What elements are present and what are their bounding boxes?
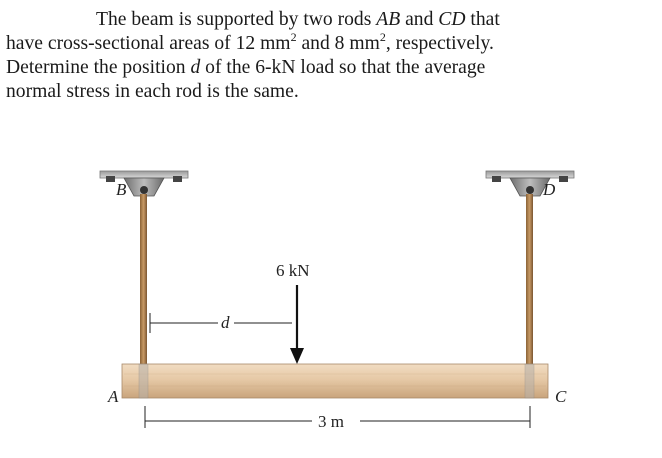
load-label: 6 kN	[276, 261, 310, 280]
problem-text: have cross-sectional areas of 12 mm	[6, 33, 291, 54]
bolt-icon	[106, 176, 115, 182]
support-b	[100, 171, 188, 196]
label-a: A	[108, 387, 119, 406]
distance-d-ref: d	[190, 57, 201, 78]
problem-text: , respectively.	[385, 33, 494, 54]
problem-text: The beam is supported by two rods	[96, 9, 377, 30]
superscript: 2	[290, 30, 297, 44]
dim-d-label: d	[221, 313, 230, 332]
label-c: C	[555, 387, 567, 406]
bolt-icon	[492, 176, 501, 182]
problem-text: and 8 mm	[296, 33, 380, 54]
rod-end-a	[139, 364, 148, 398]
problem-text: that	[465, 9, 500, 30]
problem-text: and	[400, 9, 439, 30]
rod-cd-ref: CD	[438, 9, 466, 30]
support-d	[486, 171, 574, 196]
load-arrow-head	[290, 348, 304, 364]
rod-ab-ref: AB	[376, 9, 401, 30]
span-label: 3 m	[318, 412, 344, 431]
problem-line-4: normal stress in each rod is the same.	[6, 81, 299, 102]
label-b: B	[116, 180, 127, 199]
label-d: D	[543, 180, 556, 199]
bolt-icon	[173, 176, 182, 182]
rod-end-c	[525, 364, 534, 398]
problem-text: Determine the position	[6, 57, 191, 78]
pin-d-icon	[526, 186, 534, 194]
bolt-icon	[559, 176, 568, 182]
beam	[122, 364, 548, 398]
pin-b-icon	[140, 186, 148, 194]
problem-text: of the 6-kN load so that the average	[200, 57, 486, 78]
superscript: 2	[379, 30, 386, 44]
